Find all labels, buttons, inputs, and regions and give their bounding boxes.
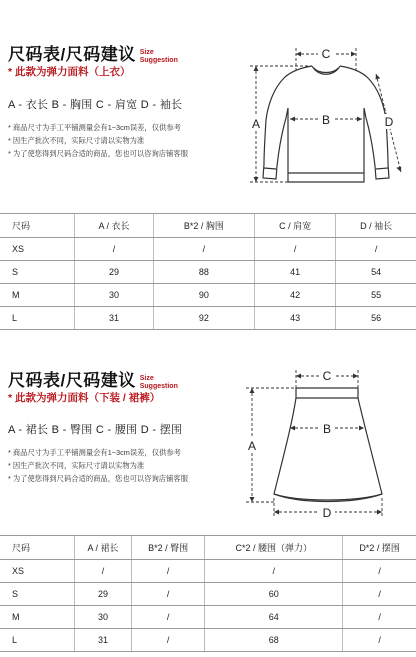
size-cell: M	[0, 606, 75, 629]
size-cell: L	[0, 629, 75, 652]
sweater-label-a: A	[251, 117, 261, 131]
table-cell: 41	[254, 261, 335, 284]
table-cell: 42	[254, 284, 335, 307]
table-cell: 31	[75, 629, 132, 652]
top-title: 尺码表/尺码建议	[8, 45, 136, 64]
table-cell: 29	[75, 261, 154, 284]
bottom-size-table	[0, 535, 416, 652]
table-cell: /	[343, 560, 416, 583]
table-cell: 64	[205, 606, 343, 629]
sweater-label-d: D	[384, 115, 394, 129]
bottom-note-1: * 商品尺寸为手工平铺测量会有1~3cm误差，仅供参考	[8, 448, 181, 457]
table-cell: /	[132, 629, 205, 652]
size-cell: XS	[0, 238, 75, 261]
table-cell: /	[205, 560, 343, 583]
top-size-table	[0, 213, 416, 330]
sweater-label-b: B	[321, 113, 331, 127]
bottom-subtitle: * 此款为弹力面料（下装 / 裙裤）	[8, 392, 161, 404]
header-cell: 尺码	[0, 536, 75, 560]
skirt-label-d: D	[322, 506, 332, 520]
table-row	[0, 261, 416, 284]
top-subtitle: * 此款为弹力面料（上衣）	[8, 66, 131, 78]
size-cell: XS	[0, 560, 75, 583]
top-notes	[8, 121, 188, 160]
sweater-diagram	[238, 36, 408, 206]
table-cell: 68	[205, 629, 343, 652]
bottom-title-en: Size Suggestion	[139, 375, 178, 390]
table-header-row	[0, 214, 416, 238]
table-row	[0, 560, 416, 583]
skirt-diagram	[238, 364, 408, 524]
header-cell: C / 肩宽	[254, 214, 335, 238]
table-cell: /	[336, 238, 416, 261]
table-cell: /	[153, 238, 254, 261]
table-cell: /	[343, 629, 416, 652]
table-cell: 55	[336, 284, 416, 307]
size-cell: L	[0, 307, 75, 330]
bottom-note-2: * 因生产批次不同，实际尺寸请以实物为准	[8, 461, 145, 470]
table-cell: /	[132, 606, 205, 629]
table-cell: /	[75, 238, 154, 261]
table-cell: 31	[75, 307, 154, 330]
header-cell: D / 袖长	[336, 214, 416, 238]
header-cell: A / 裙长	[75, 536, 132, 560]
bottom-note-3: * 为了使您得到尺码合适的商品，您也可以咨询店铺客服	[8, 474, 188, 483]
header-cell: C*2 / 腰围（弹力）	[205, 536, 343, 560]
top-note-1: * 商品尺寸为手工平铺测量会有1~3cm误差，仅供参考	[8, 123, 181, 132]
header-cell: B*2 / 臀围	[132, 536, 205, 560]
size-cell: M	[0, 284, 75, 307]
skirt-label-b: B	[322, 422, 332, 436]
table-cell: 56	[336, 307, 416, 330]
table-cell: 90	[153, 284, 254, 307]
header-cell: B*2 / 胸围	[153, 214, 254, 238]
header-cell: D*2 / 摆围	[343, 536, 416, 560]
top-note-2: * 因生产批次不同，实际尺寸请以实物为准	[8, 136, 145, 145]
size-cell: S	[0, 583, 75, 606]
header-cell: A / 衣长	[75, 214, 154, 238]
sweater-label-c: C	[321, 47, 331, 61]
table-cell: 60	[205, 583, 343, 606]
table-row	[0, 606, 416, 629]
table-row	[0, 238, 416, 261]
top-legend: A - 衣长 B - 胸围 C - 肩宽 D - 袖长	[8, 99, 183, 111]
bottom-title: 尺码表/尺码建议	[8, 371, 136, 390]
table-cell: 92	[153, 307, 254, 330]
table-cell: 88	[153, 261, 254, 284]
table-cell: 54	[336, 261, 416, 284]
table-row	[0, 583, 416, 606]
table-cell: /	[132, 560, 205, 583]
table-cell: /	[254, 238, 335, 261]
table-cell: /	[343, 583, 416, 606]
top-title-row	[8, 40, 178, 65]
top-title-en: Size Suggestion	[139, 49, 178, 64]
bottom-legend: A - 裙长 B - 臀围 C - 腰围 D - 摆围	[8, 424, 183, 436]
table-header-row	[0, 536, 416, 560]
header-cell: 尺码	[0, 214, 75, 238]
table-cell: /	[75, 560, 132, 583]
table-cell: 30	[75, 606, 132, 629]
size-cell: S	[0, 261, 75, 284]
skirt-label-a: A	[247, 439, 257, 453]
bottom-notes	[8, 446, 188, 485]
table-cell: 29	[75, 583, 132, 606]
table-cell: 43	[254, 307, 335, 330]
table-row	[0, 307, 416, 330]
bottom-size-section	[0, 362, 416, 657]
table-cell: /	[343, 606, 416, 629]
table-row	[0, 629, 416, 652]
table-cell: 30	[75, 284, 154, 307]
skirt-label-c: C	[322, 369, 332, 383]
bottom-title-row	[8, 366, 178, 391]
top-note-3: * 为了使您得到尺码合适的商品，您也可以咨询店铺客服	[8, 149, 188, 158]
table-row	[0, 284, 416, 307]
table-cell: /	[132, 583, 205, 606]
